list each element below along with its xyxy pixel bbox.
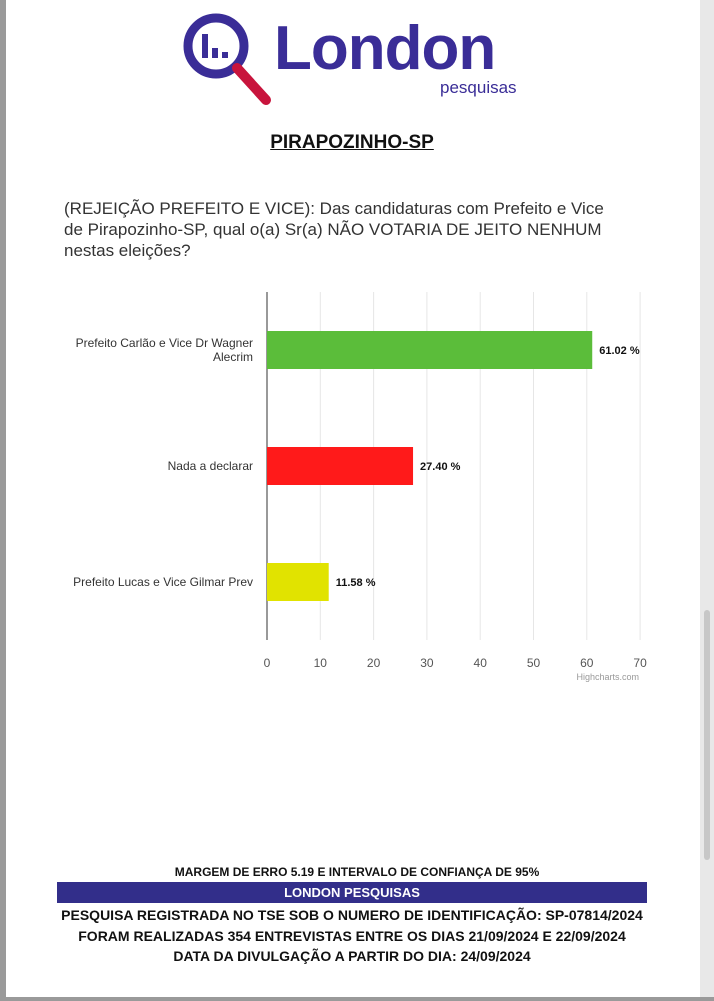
- bar-data-label: 11.58 %: [335, 577, 376, 589]
- margin-of-error-note: MARGEM DE ERRO 5.19 E INTERVALO DE CONFIANÇA DE 95%: [174, 865, 540, 879]
- bar-data-label: 27.40 %: [420, 461, 461, 473]
- category-label: Alecrim: [212, 350, 253, 364]
- x-tick-label: 40: [473, 656, 487, 670]
- bar: [267, 447, 413, 485]
- institute-band: LONDON PESQUISAS: [57, 882, 647, 903]
- bar-data-label: 61.02 %: [599, 345, 640, 357]
- question-text: (REJEIÇÃO PREFEITO E VICE): Das candidaturas com Prefeito e Vice de Pirapozinho-SP, qual o(a) Sr(a) NÃO VOTARIA DE JEITO NENHUM nestas eleições?: [64, 199, 604, 260]
- bar: [267, 331, 592, 369]
- release-date-line: DATA DA DIVULGAÇÃO A PARTIR DO DIA: 24/09/2024: [173, 948, 531, 964]
- x-tick-label: 70: [633, 656, 647, 670]
- category-label: Nada a declarar: [167, 459, 253, 473]
- x-tick-label: 10: [313, 656, 327, 670]
- category-label: Prefeito Lucas e Vice Gilmar Prev: [73, 575, 253, 589]
- bar: [267, 563, 329, 601]
- logo-subtitle: pesquisas: [440, 78, 517, 97]
- x-tick-label: 20: [366, 656, 381, 670]
- x-tick-label: 30: [420, 656, 434, 670]
- category-label: Prefeito Carlão e Vice Dr Wagner: [75, 336, 253, 350]
- x-tick-label: 60: [580, 656, 594, 670]
- registration-line: PESQUISA REGISTRADA NO TSE SOB O NUMERO DE IDENTIFICAÇÃO: SP-07814/2024: [61, 907, 643, 923]
- page-title: PIRAPOZINHO-SP: [270, 132, 434, 153]
- interviews-line: FORAM REALIZADAS 354 ENTREVISTAS ENTRE OS DIAS 21/09/2024 E 22/09/2024: [78, 928, 626, 944]
- x-tick-label: 50: [526, 656, 541, 670]
- logo-wordmark: London: [274, 14, 496, 83]
- x-tick-label: 0: [263, 656, 271, 670]
- viewer-frame-bottom: [0, 997, 714, 1001]
- highcharts-credit: Highcharts.com: [576, 672, 639, 682]
